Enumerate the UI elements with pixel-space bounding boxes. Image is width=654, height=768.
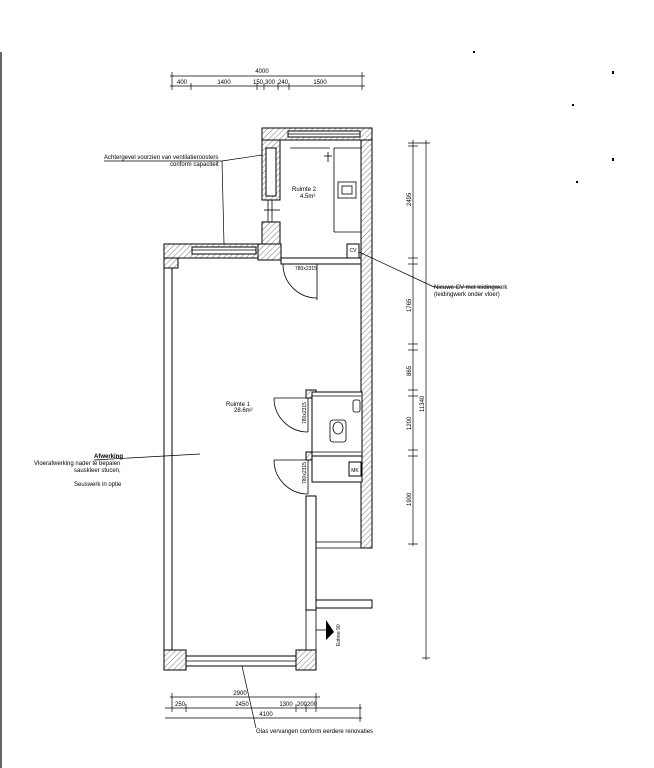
right-dim-seg-3: 865 [407, 365, 413, 376]
finish-line-3: Seuswerk in optie [74, 482, 122, 488]
cv-unit [347, 244, 359, 258]
bottom-dimensions [165, 691, 362, 722]
annotation-finish [34, 454, 200, 488]
mk-unit [349, 462, 361, 476]
finish-title: Afwerking [94, 454, 124, 460]
top-dim-seg-5: 240 [277, 80, 289, 86]
annotation-glass [242, 666, 373, 735]
right-dim-seg-5: 1900 [407, 492, 413, 506]
cv-label: CV [349, 248, 357, 254]
bottom-dim-total: 4100 [259, 712, 273, 718]
room2-name: Ruimte 2 [292, 187, 317, 193]
door-label-3: 780x2315 [302, 462, 308, 484]
top-dim-seg-1: 400 [176, 80, 188, 86]
right-dim-total: 11340 [420, 395, 426, 412]
annotation-cv [359, 252, 508, 298]
right-dim-seg-1: 2495 [407, 192, 413, 206]
rear-facade-line-1: Achtergevel voorzien van ventilatieroosters [104, 155, 219, 161]
room1-area: 28.6m² [234, 408, 253, 414]
sheet-specks [473, 51, 614, 183]
bottom-dim-inner: 2900 [233, 691, 247, 697]
mk-label: MK [351, 468, 359, 474]
rear-facade-line-2: conform capaciteit [170, 162, 219, 168]
glass-note: Glas vervangen conform eerdere renovaties [256, 729, 374, 735]
door-label-1: 780x2315 [295, 266, 317, 272]
top-dim-seg-3: 150 [252, 80, 264, 86]
door-stub [264, 200, 280, 222]
top-dim-seg-6: 1500 [313, 80, 327, 86]
right-dim-seg-4: 1200 [407, 416, 413, 430]
bottom-dim-seg-4: 200 [296, 702, 308, 708]
top-dim-total: 4000 [255, 69, 269, 75]
cv-note-line-1: Nieuwe CV met leidingwerk [434, 285, 508, 291]
right-dim-seg-2: 1765 [407, 298, 413, 312]
door-label-2: 780x2315 [302, 402, 308, 424]
annotation-rear-facade [104, 155, 262, 244]
cv-note-line-2: (leidingwerk onder vloer) [434, 292, 500, 298]
top-dim-seg-4: 300 [264, 80, 276, 86]
entrance-label: Entree 90 [336, 624, 342, 646]
entrance-marker [316, 620, 342, 646]
bottom-dim-seg-3: 1300 [279, 702, 293, 708]
finish-line-2: sauskleer stucen, [74, 468, 121, 474]
entrance-arrow-icon [326, 620, 334, 640]
top-dim-seg-2: 1400 [217, 80, 231, 86]
right-dimensions [407, 140, 430, 660]
room2-area: 4.5m² [300, 194, 316, 200]
bottom-dim-seg-2: 2450 [235, 702, 249, 708]
bottom-dim-seg-5: 200 [306, 702, 318, 708]
finish-line-1: Vloerafwerking nader te bepalen [34, 461, 121, 467]
room1-name: Ruimte 1 [226, 402, 251, 408]
bottom-dim-seg-1: 250 [174, 702, 186, 708]
top-dimensions [170, 69, 365, 90]
